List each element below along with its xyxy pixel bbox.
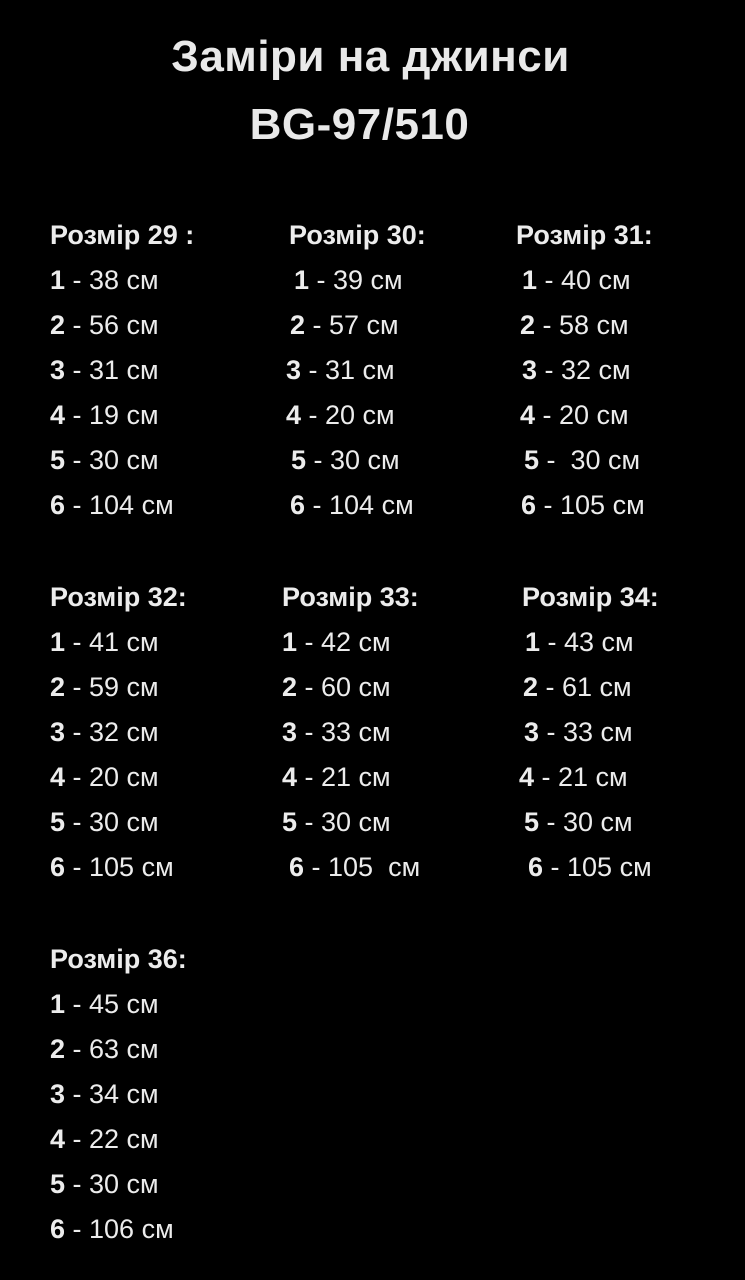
- size-heading: Розмір 31:: [516, 220, 653, 250]
- size-heading: Розмір 33:: [282, 582, 419, 612]
- measure-row: [521, 490, 645, 520]
- measure-row: [289, 852, 420, 882]
- measure-value: - 21 см: [534, 762, 628, 792]
- measure-index: 6: [528, 852, 544, 882]
- measure-value: - 56 см: [65, 310, 159, 340]
- measure-value: - 39 см: [309, 265, 403, 295]
- measure-index: 6: [521, 490, 537, 520]
- measure-row: [50, 445, 159, 475]
- size-heading: Розмір 34:: [522, 582, 659, 612]
- measure-value: - 30 см: [65, 1169, 159, 1199]
- measure-index: 2: [50, 1034, 66, 1064]
- measure-row: [50, 265, 159, 295]
- measure-value: - 19 см: [65, 400, 159, 430]
- measure-value: - 60 см: [297, 672, 391, 702]
- measure-row: [294, 265, 403, 295]
- measure-row: [282, 762, 391, 792]
- measure-index: 3: [286, 355, 302, 385]
- measure-index: 2: [523, 672, 539, 702]
- size-heading: Розмір 36:: [50, 944, 187, 974]
- measure-value: - 41 см: [65, 627, 159, 657]
- size-heading: Розмір 30:: [289, 220, 426, 250]
- measure-value: - 57 см: [305, 310, 399, 340]
- measure-value: - 22 см: [65, 1124, 159, 1154]
- measure-row: [50, 490, 174, 520]
- measure-value: - 21 см: [297, 762, 391, 792]
- measure-index: 5: [524, 445, 540, 475]
- measure-value: - 45 см: [65, 989, 159, 1019]
- measure-index: 2: [290, 310, 306, 340]
- measure-value: - 105 см: [543, 852, 652, 882]
- measure-row: [50, 762, 159, 792]
- measure-value: - 106 см: [65, 1214, 174, 1244]
- measure-index: 1: [50, 265, 66, 295]
- measure-value: - 31 см: [65, 355, 159, 385]
- measure-index: 1: [294, 265, 310, 295]
- measure-row: [50, 852, 174, 882]
- measure-index: 1: [50, 989, 66, 1019]
- measure-index: 3: [524, 717, 540, 747]
- measure-value: - 30 см: [306, 445, 400, 475]
- measure-value: - 105 см: [65, 852, 174, 882]
- measure-index: 4: [50, 400, 66, 430]
- measure-index: 3: [282, 717, 298, 747]
- measure-row: [50, 672, 159, 702]
- measure-row: [50, 807, 159, 837]
- size-heading: Розмір 32:: [50, 582, 187, 612]
- measure-index: 1: [50, 627, 66, 657]
- size-block-32: [50, 582, 187, 882]
- measure-value: - 63 см: [65, 1034, 159, 1064]
- measure-index: 3: [50, 1079, 66, 1109]
- measure-index: 5: [291, 445, 307, 475]
- measure-index: 4: [520, 400, 536, 430]
- measure-row: [50, 1214, 174, 1244]
- measure-value: - 104 см: [65, 490, 174, 520]
- measure-value: - 32 см: [537, 355, 631, 385]
- measure-row: [525, 627, 634, 657]
- measure-index: 6: [50, 852, 66, 882]
- measure-index: 4: [519, 762, 535, 792]
- measure-row: [282, 807, 391, 837]
- size-block-29: [50, 220, 195, 520]
- measure-row: [523, 672, 632, 702]
- measure-row: [520, 400, 629, 430]
- measure-row: [50, 355, 159, 385]
- measure-row: [282, 717, 391, 747]
- size-block-36: [50, 944, 187, 1244]
- measure-value: - 34 см: [65, 1079, 159, 1109]
- measure-row: [528, 852, 652, 882]
- measure-index: 5: [50, 1169, 66, 1199]
- size-block-30: [286, 220, 426, 520]
- measure-index: 4: [50, 762, 66, 792]
- measure-value: - 32 см: [65, 717, 159, 747]
- measure-row: [50, 627, 159, 657]
- measure-value: - 30 см: [65, 807, 159, 837]
- measure-row: [519, 762, 628, 792]
- measure-index: 4: [286, 400, 302, 430]
- measure-index: 1: [525, 627, 541, 657]
- size-heading: Розмір 29 :: [50, 220, 195, 250]
- measure-value: - 33 см: [539, 717, 633, 747]
- size-block-34: [519, 582, 659, 882]
- measure-row: [290, 490, 414, 520]
- measure-row: [50, 400, 159, 430]
- measure-value: - 30 см: [539, 807, 633, 837]
- measure-value: - 38 см: [65, 265, 159, 295]
- measure-row: [286, 400, 395, 430]
- measure-row: [50, 1079, 159, 1109]
- measure-row: [524, 717, 633, 747]
- measure-value: - 61 см: [538, 672, 632, 702]
- measure-index: 4: [282, 762, 298, 792]
- measure-row: [50, 1124, 159, 1154]
- measure-index: 2: [50, 672, 66, 702]
- measure-index: 2: [520, 310, 536, 340]
- product-code: BG-97/510: [249, 100, 470, 149]
- measure-index: 5: [50, 807, 66, 837]
- measure-value: - 40 см: [537, 265, 631, 295]
- measure-row: [50, 1169, 159, 1199]
- measure-value: - 58 см: [535, 310, 629, 340]
- measure-value: - 104 см: [305, 490, 414, 520]
- measure-index: 6: [50, 490, 66, 520]
- measure-index: 2: [50, 310, 66, 340]
- measure-row: [520, 310, 629, 340]
- page-title: Заміри на джинси: [171, 32, 570, 81]
- measure-value: - 30 см: [297, 807, 391, 837]
- measure-value: - 20 см: [65, 762, 159, 792]
- measure-index: 5: [524, 807, 540, 837]
- measure-index: 5: [50, 445, 66, 475]
- measure-index: 5: [282, 807, 298, 837]
- measure-row: [524, 445, 640, 475]
- measure-value: - 20 см: [535, 400, 629, 430]
- measure-row: [50, 1034, 159, 1064]
- measure-value: - 33 см: [297, 717, 391, 747]
- measure-value: - 30 см: [65, 445, 159, 475]
- measure-row: [524, 807, 633, 837]
- measure-index: 6: [289, 852, 305, 882]
- measure-row: [522, 265, 631, 295]
- measure-value: - 42 см: [297, 627, 391, 657]
- measure-value: - 59 см: [65, 672, 159, 702]
- measure-index: 3: [50, 355, 66, 385]
- measure-index: 6: [50, 1214, 66, 1244]
- measure-row: [522, 355, 631, 385]
- size-block-31: [516, 220, 653, 520]
- measure-row: [50, 310, 159, 340]
- measure-value: - 105 см: [536, 490, 645, 520]
- measure-row: [286, 355, 395, 385]
- measure-row: [282, 627, 391, 657]
- size-block-33: [282, 582, 421, 882]
- measure-index: 1: [282, 627, 298, 657]
- measure-value: - 31 см: [301, 355, 395, 385]
- measure-index: 4: [50, 1124, 66, 1154]
- measure-index: 2: [282, 672, 298, 702]
- measure-value: - 105 см: [304, 852, 421, 882]
- measure-value: - 30 см: [539, 445, 641, 475]
- measure-row: [50, 989, 159, 1019]
- measure-row: [291, 445, 400, 475]
- measure-index: 3: [50, 717, 66, 747]
- measure-row: [290, 310, 399, 340]
- measure-value: - 20 см: [301, 400, 395, 430]
- measure-index: 3: [522, 355, 538, 385]
- measure-value: - 43 см: [540, 627, 634, 657]
- measure-index: 6: [290, 490, 306, 520]
- measure-row: [50, 717, 159, 747]
- measure-index: 1: [522, 265, 538, 295]
- measure-row: [282, 672, 391, 702]
